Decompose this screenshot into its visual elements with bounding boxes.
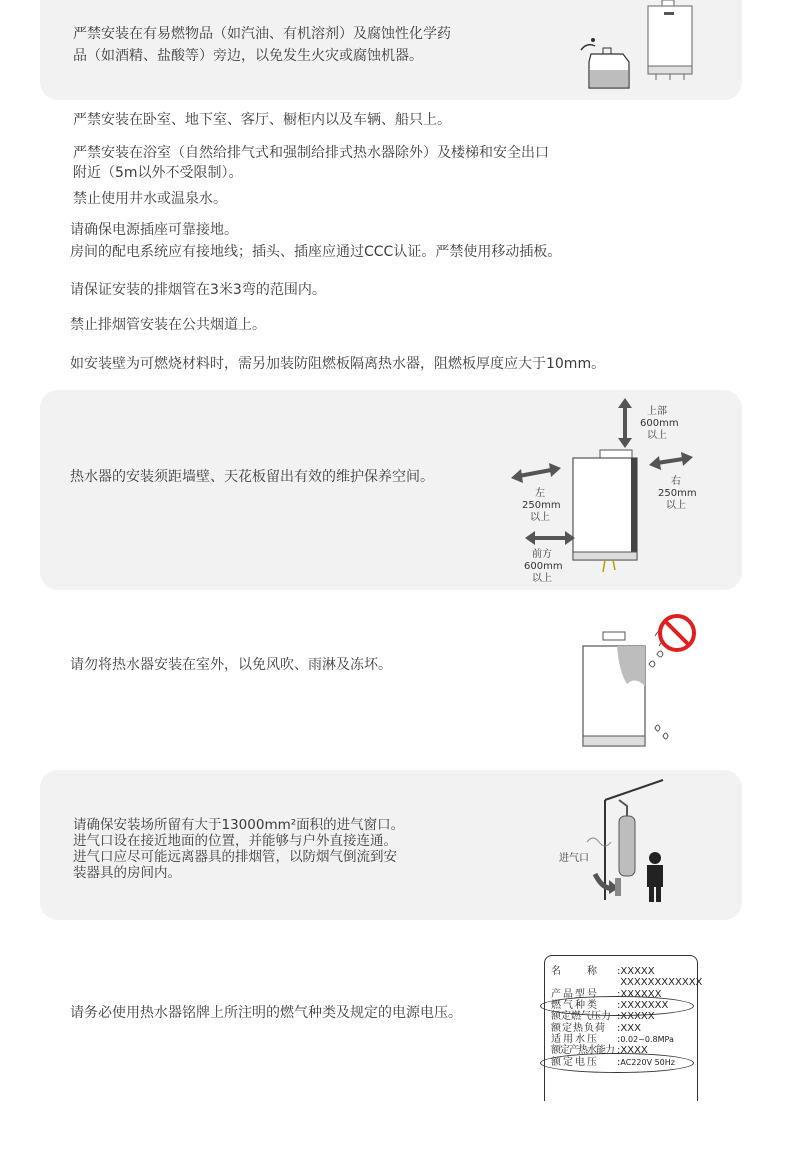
nameplate-row-gas-type: 燃气种类 :XXXXXXX <box>551 1000 669 1011</box>
power-notice-line1: 请确保电源插座可靠接地。 <box>70 222 238 238</box>
flammable-container-icon <box>575 36 635 96</box>
clearance-top-label: 上部 600mm 以上 <box>640 406 679 441</box>
prohibited-icon <box>656 612 698 654</box>
air-inlet-notice-line2: 进气口设在接近地面的位置，并能够与户外直接连通。 <box>73 833 397 849</box>
nameplate-row: 额定燃气压力 :XXXXX <box>551 1011 655 1022</box>
gas-type-highlight <box>540 996 694 1016</box>
wall-material-notice: 如安装壁为可燃烧材料时，需另加装防阻燃板隔离热水器，阻燃板厚度应大于10mm。 <box>70 356 606 372</box>
power-notice-line2: 房间的配电系统应有接地线；插头、插座应通过CCC认证。严禁使用移动插板。 <box>70 244 562 260</box>
nameplate-diagram <box>544 955 703 1101</box>
flammable-warning-line2: 品（如酒精、盐酸等）旁边，以免发生火灾或腐蚀机器。 <box>73 48 423 64</box>
nameplate-row: XXXXXXXXXXXX <box>620 977 703 988</box>
water-heater-icon <box>648 0 698 82</box>
public-flue-warning: 禁止排烟管安装在公共烟道上。 <box>70 317 266 333</box>
flue-range-notice: 请保证安装的排烟管在3米3弯的范围内。 <box>70 282 326 298</box>
clearance-front-label: 前方 600mm 以上 <box>524 549 563 584</box>
nameplate-row: 适用水压 :0.02~0.8MPa <box>551 1034 674 1045</box>
nameplate-row: 产品型号 :XXXXXX <box>551 989 662 1000</box>
air-inlet-notice-line1: 请确保安装场所留有大于13000mm²面积的进气窗口。 <box>73 817 405 833</box>
nameplate-row: 额定热负荷 :XXX <box>551 1023 641 1034</box>
nameplate-row-voltage: 额定电压 :AC220V 50Hz <box>551 1057 675 1068</box>
flammable-warning-line1: 严禁安装在有易燃物品（如汽油、有机溶剂）及腐蚀性化学药 <box>73 26 451 42</box>
bedroom-warning: 严禁安装在卧室、地下室、客厅、橱柜内以及车辆、船只上。 <box>73 112 451 128</box>
outdoor-warning: 请勿将热水器安装在室外，以免风吹、雨淋及冻坏。 <box>70 657 392 673</box>
clearance-notice: 热水器的安装须距墙壁、天花板留出有效的维护保养空间。 <box>70 469 434 485</box>
bathroom-warning-line2: 附近（5m以外不受限制）。 <box>73 165 243 181</box>
nameplate-row: 额定产热水能力 :XXXX <box>551 1045 648 1056</box>
bathroom-warning-line1: 严禁安装在浴室（自然给排气式和强制给排式热水器除外）及楼梯和安全出口 <box>73 145 549 161</box>
well-water-warning: 禁止使用井水或温泉水。 <box>73 191 227 207</box>
clearance-left-label: 左 250mm 以上 <box>522 488 561 523</box>
nameplate-row: 名 称 :XXXXX <box>551 966 655 977</box>
air-inlet-notice-line4: 装器具的房间内。 <box>73 865 181 881</box>
nameplate-notice: 请务必使用热水器铭牌上所注明的燃气种类及规定的电源电压。 <box>70 1005 462 1021</box>
air-inlet-notice-line3: 进气口应尽可能远离器具的排烟管，以防烟气倒流到安 <box>73 849 397 865</box>
clearance-right-label: 右 250mm 以上 <box>658 476 697 511</box>
voltage-highlight <box>540 1053 694 1073</box>
air-inlet-diagram <box>575 778 695 908</box>
air-inlet-label: 进气口 <box>559 853 589 864</box>
